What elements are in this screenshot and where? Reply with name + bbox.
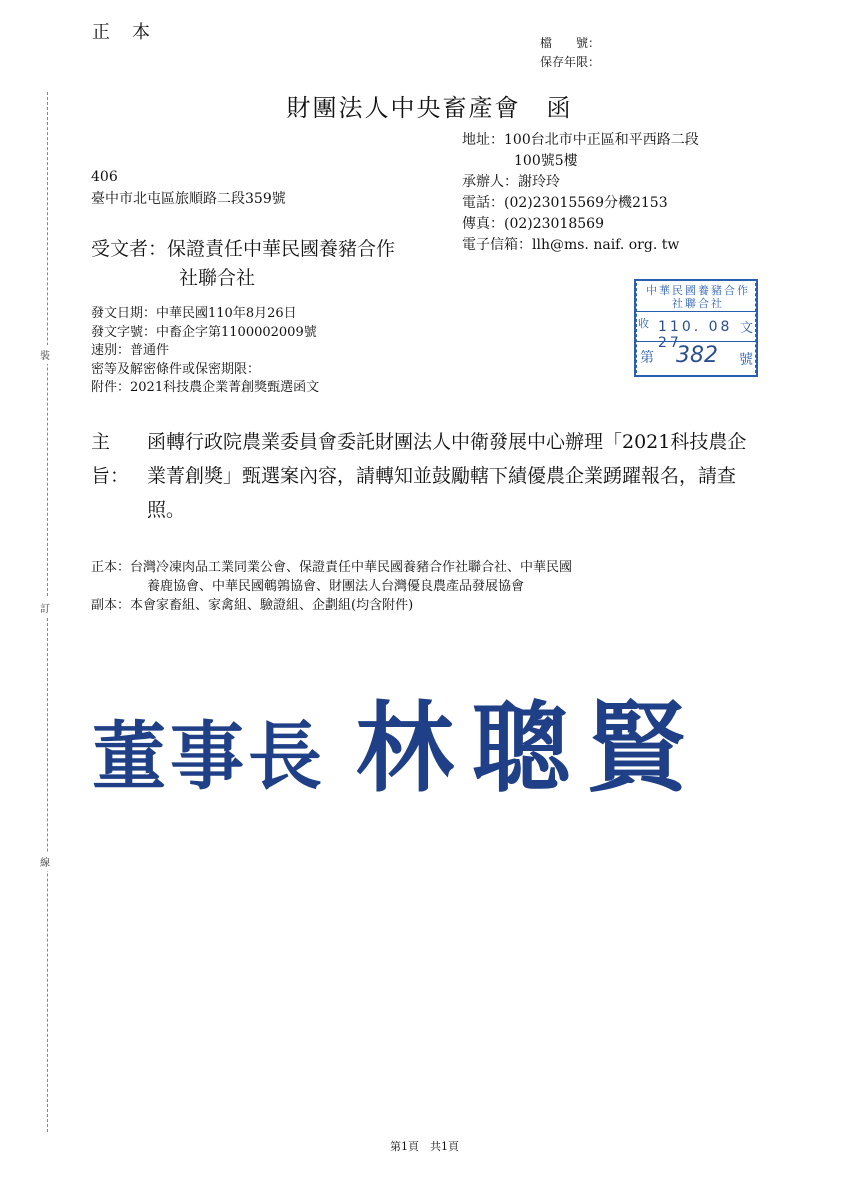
stamp-number: 382 [676,343,718,368]
original-recipients: 正本：台灣冷凍肉品工業同業公會、保證責任中華民國養豬合作社聯合社、中華民國 [91,560,573,575]
original-recipients-2: 養鹿協會、中華民國鵪鶉協會、財團法人台灣優良農產品發展協會 [147,579,525,594]
subject-body: 函轉行政院農業委員會委託財團法人中衛發展中心辦理「2021科技農企業菁創獎」甄選案內容，請轉知並鼓勵轄下績優農企業踴躍報名，請查照。 [147,431,747,521]
stamp-num-suffix: 號 [739,352,753,368]
stamp-char-left: 收 [638,317,649,330]
contact-person: 承辦人：謝玲玲 [462,174,560,190]
binding-mark-zhuang: 裝 [40,345,50,364]
attachment: 附件：2021科技農企業菁創獎甄選函文 [91,380,320,395]
speed: 速別：普通件 [91,343,170,358]
received-stamp [634,279,758,377]
stamp-num-prefix: 第 [640,350,654,366]
secrecy: 密等及解密條件或保密期限： [91,361,261,377]
recipient [91,235,395,293]
document-meta [91,305,319,398]
copy-label: 正本 [92,22,172,43]
street: 臺中市北屯區旅順路二段359號 [91,191,286,207]
copy-recipients: 副本：本會家畜組、家禽組、驗證組、企劃組(均含附件) [91,598,414,613]
recipient-line1: 受文者：保證責任中華民國養豬合作 [91,238,396,260]
signature-title: 董事長 [92,714,326,800]
document-title: 財團法人中央畜產會 函 [286,94,573,122]
sender-info [462,130,699,256]
subject [91,425,761,527]
binding-mark-xian: 線 [40,852,50,871]
stamp-org: 中華民國養豬合作社聯合社 [646,284,750,310]
retention-label: 保存年限： [540,55,601,69]
email: 電子信箱：llh@ms. naif. org. tw [462,237,680,253]
page-footer: 第1頁 共1頁 [390,1140,459,1153]
recipient-line2: 社聯合社 [179,267,256,289]
sender-address: 地址：100台北市中正區和平西路二段 [462,132,699,148]
recipient-address [91,166,286,210]
issue-date: 發文日期：中華民國110年8月26日 [91,306,297,321]
stamp-date: 110. 08 27 [658,319,733,351]
fax: 傳真：(02)23018569 [462,216,604,232]
subject-head: 主旨： [91,431,130,487]
phone: 電話：(02)23015569分機2153 [462,195,668,211]
signature-name: 林聰賢 [355,691,704,806]
postcode: 406 [91,169,118,185]
archive-info [540,34,600,72]
distribution [91,558,572,615]
sender-address-2: 100號5樓 [514,153,578,169]
file-number-label: 檔 號： [540,36,601,50]
reference-number: 發文字號：中畜企字第1100002009號 [91,324,317,340]
stamp-char-right: 文 [739,321,753,336]
binding-mark-ding: 訂 [40,598,50,617]
signature [92,670,704,811]
